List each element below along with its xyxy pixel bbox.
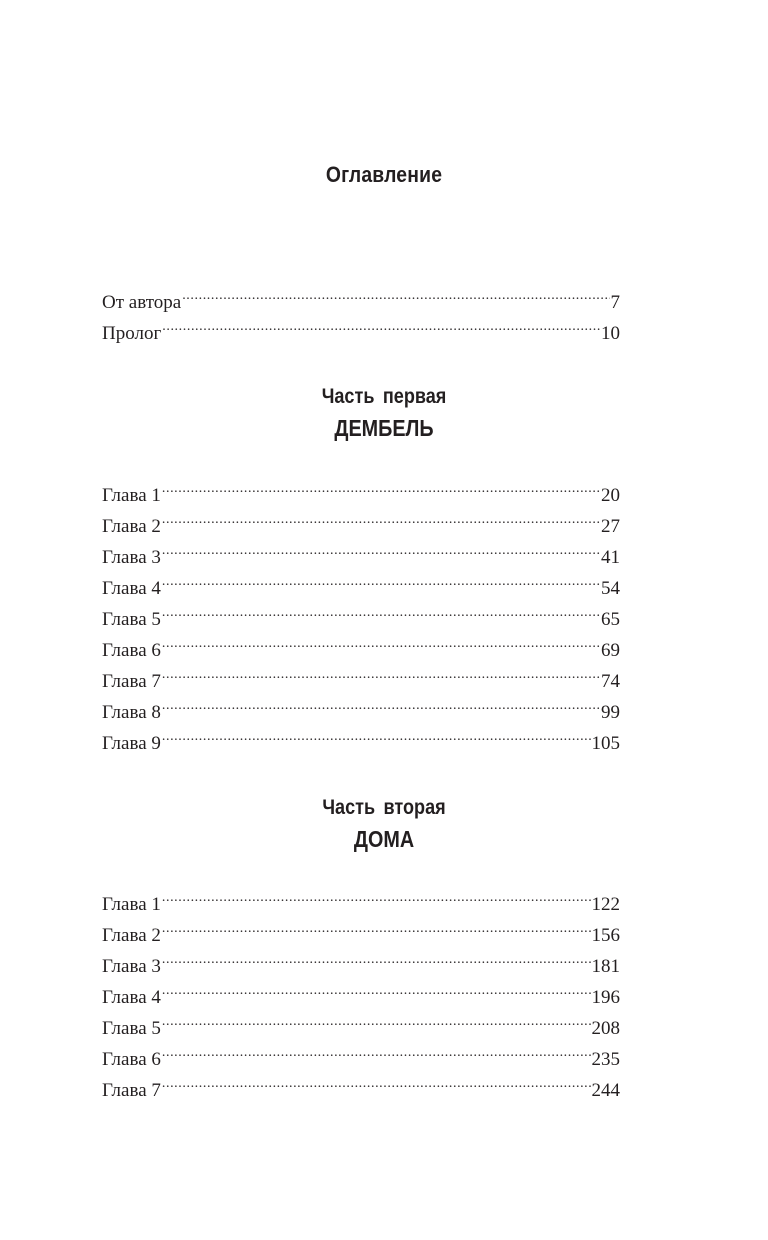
- part-two-name: ДОМА: [353, 826, 415, 852]
- toc-entry-label: Глава 2: [102, 516, 161, 537]
- toc-dot-leader: [162, 1034, 591, 1065]
- toc-entry-page: 208: [591, 1018, 620, 1039]
- toc-entry-label: Глава 1: [102, 894, 161, 915]
- toc-dot-leader: [162, 910, 591, 941]
- toc-entry[interactable]: [102, 972, 620, 1008]
- toc-entry-label: Глава 9: [102, 733, 161, 754]
- toc-entry-label: Глава 5: [102, 1018, 161, 1039]
- toc-entry[interactable]: [102, 625, 620, 661]
- toc-entry[interactable]: [102, 594, 620, 630]
- toc-entry[interactable]: [102, 1034, 620, 1070]
- toc-dot-leader: [162, 879, 591, 910]
- toc-dot-leader: [162, 594, 600, 625]
- toc-entry-label: Глава 7: [102, 671, 161, 692]
- part-one-heading: [54, 382, 714, 444]
- toc-entry-label: Глава 4: [102, 578, 161, 599]
- toc-dot-leader: [162, 563, 600, 594]
- toc-entry-page: 235: [591, 1049, 620, 1070]
- toc-dot-leader: [162, 1003, 591, 1034]
- contents-title: Оглавление: [325, 162, 443, 187]
- toc-dot-leader: [162, 656, 600, 687]
- part-two-number: Часть вторая: [322, 796, 446, 819]
- toc-dot-leader: [162, 625, 600, 656]
- toc-dot-leader: [162, 718, 591, 749]
- toc-entry-label: Глава 3: [102, 956, 161, 977]
- toc-entry-page: 20: [601, 485, 620, 506]
- toc-entry-label: Глава 6: [102, 640, 161, 661]
- toc-entry[interactable]: [102, 1065, 620, 1101]
- toc-entry-label: Глава 2: [102, 925, 161, 946]
- toc-entry[interactable]: [102, 687, 620, 723]
- toc-dot-leader: [162, 501, 600, 532]
- toc-entry-label: Глава 5: [102, 609, 161, 630]
- toc-entry[interactable]: [102, 563, 620, 599]
- toc-entry-page: 196: [591, 987, 620, 1008]
- toc-entry-label: Пролог: [102, 323, 162, 344]
- toc-entry-label: Глава 3: [102, 547, 161, 568]
- toc-entry-page: 156: [591, 925, 620, 946]
- toc-entry[interactable]: [102, 656, 620, 692]
- toc-entry[interactable]: [102, 470, 620, 506]
- toc-entry-page: 181: [591, 956, 620, 977]
- toc-entry-label: Глава 7: [102, 1080, 161, 1101]
- toc-dot-leader: [162, 1065, 591, 1096]
- toc-entry-label: Глава 4: [102, 987, 161, 1008]
- toc-dot-leader: [162, 532, 600, 563]
- toc-dot-leader: [162, 941, 591, 972]
- toc-dot-leader: [182, 277, 609, 308]
- toc-entry[interactable]: [102, 910, 620, 946]
- toc-entry[interactable]: [102, 308, 620, 344]
- toc-entry[interactable]: [102, 879, 620, 915]
- toc-entry-label: Глава 1: [102, 485, 161, 506]
- toc-entry-page: 65: [601, 609, 620, 630]
- toc-entry-page: 244: [591, 1080, 620, 1101]
- toc-entry-page: 10: [601, 323, 620, 344]
- part-two-heading: [54, 793, 714, 855]
- toc-entry-page: 7: [610, 292, 620, 313]
- toc-entry[interactable]: [102, 1003, 620, 1039]
- toc-dot-leader: [162, 470, 600, 501]
- toc-entry[interactable]: [102, 941, 620, 977]
- toc-entry-page: 122: [591, 894, 620, 915]
- toc-entry-page: 69: [601, 640, 620, 661]
- toc-dot-leader: [162, 972, 591, 1003]
- toc-entry[interactable]: [102, 532, 620, 568]
- toc-entry[interactable]: [102, 718, 620, 754]
- part-one-chapter-list: [102, 470, 620, 754]
- toc-entry-label: Глава 8: [102, 702, 161, 723]
- front-matter-list: [102, 277, 620, 344]
- toc-dot-leader: [162, 687, 600, 718]
- toc-entry-label: Глава 6: [102, 1049, 161, 1070]
- toc-entry[interactable]: [102, 501, 620, 537]
- toc-entry-page: 105: [591, 733, 620, 754]
- toc-dot-leader: [162, 308, 600, 339]
- toc-entry-page: 74: [601, 671, 620, 692]
- toc-entry[interactable]: [102, 277, 620, 313]
- toc-entry-page: 41: [601, 547, 620, 568]
- toc-entry-page: 54: [601, 578, 620, 599]
- toc-entry-page: 27: [601, 516, 620, 537]
- part-one-number: Часть первая: [321, 385, 447, 408]
- toc-entry-label: От автора: [102, 292, 182, 313]
- toc-entry-page: 99: [601, 702, 620, 723]
- part-one-name: ДЕМБЕЛЬ: [334, 415, 434, 441]
- part-two-chapter-list: [102, 879, 620, 1101]
